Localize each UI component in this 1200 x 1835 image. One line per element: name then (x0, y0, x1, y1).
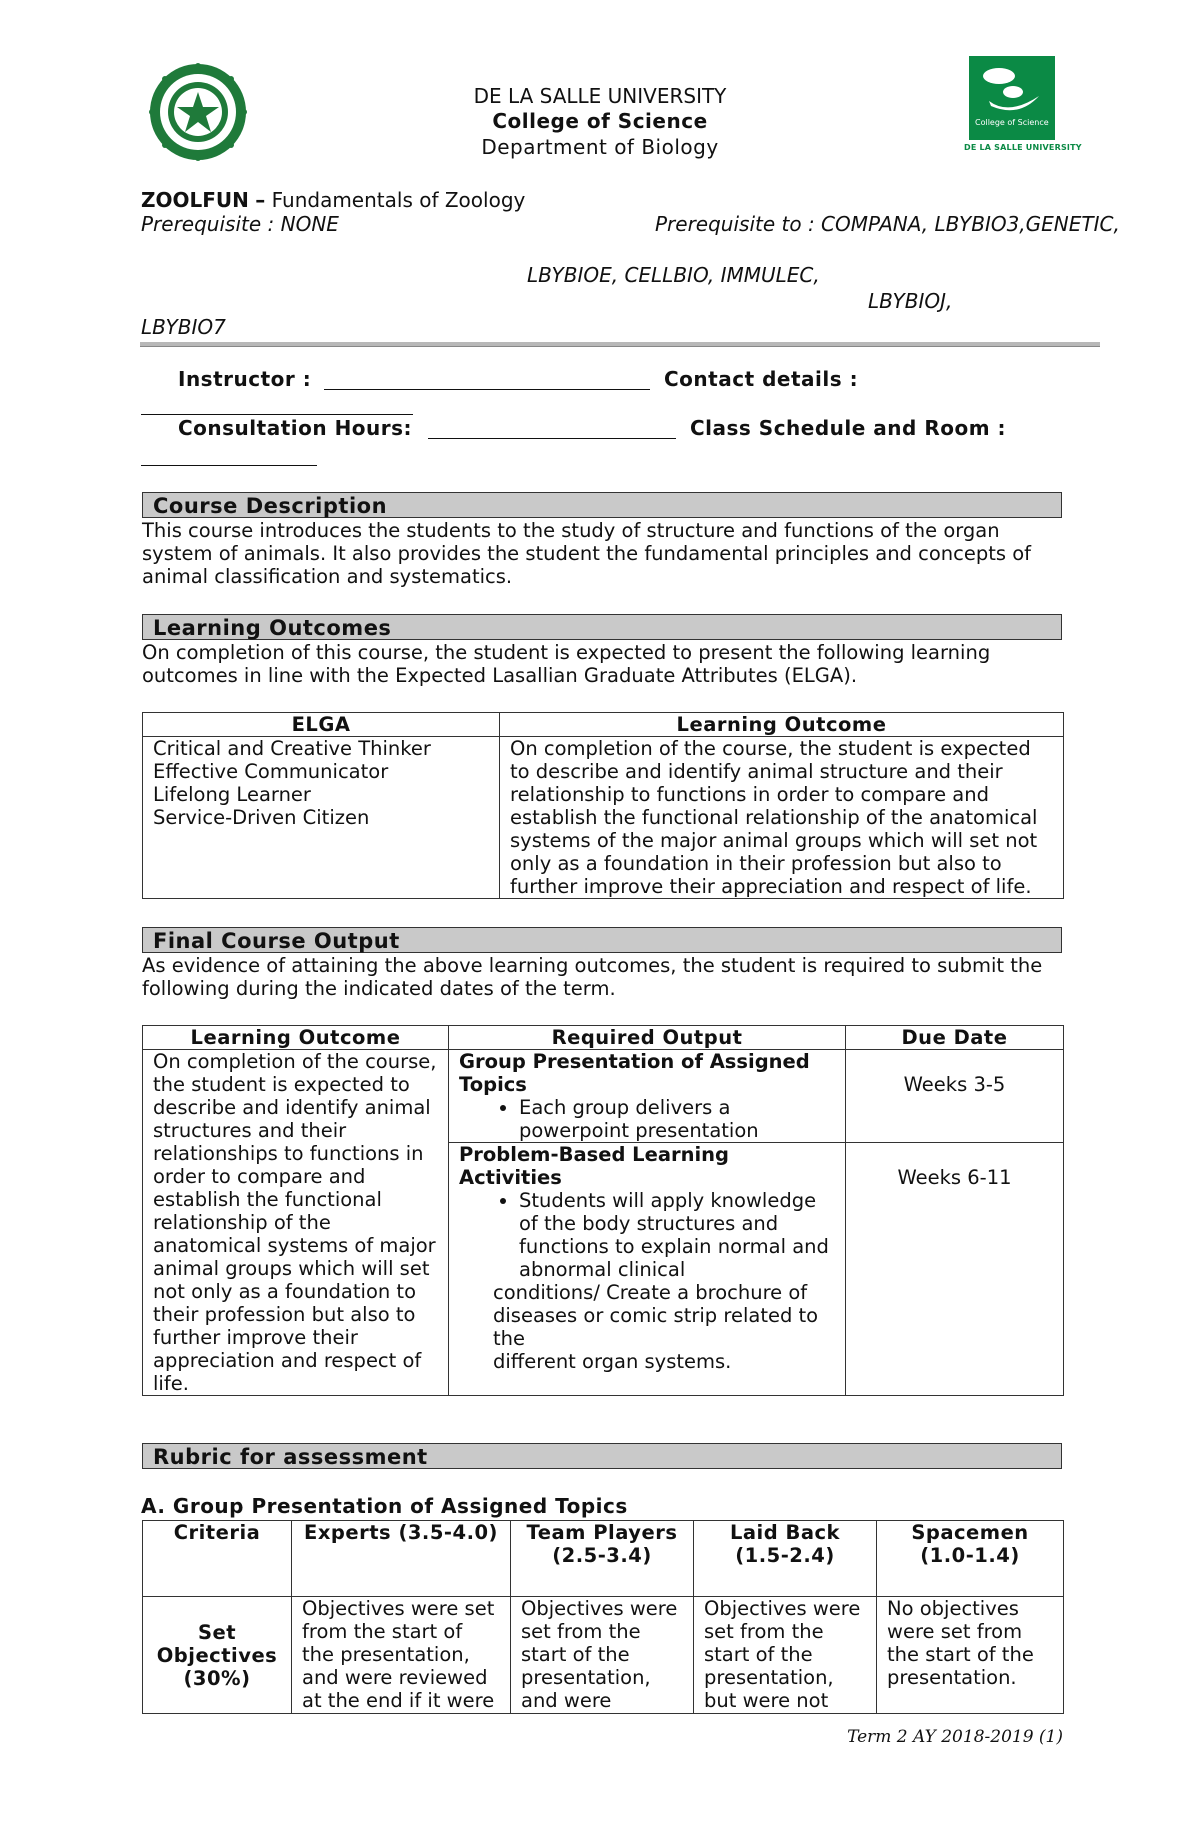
fo-output-header: Required Output (449, 1026, 846, 1050)
course-description-heading: Course Description (142, 492, 1062, 518)
final-output-table (142, 1025, 1064, 1396)
rubric-col-space: Spacemen (1.0-1.4) (877, 1521, 1064, 1597)
header-divider (140, 342, 1100, 347)
learning-outcomes-heading: Learning Outcomes (142, 614, 1062, 640)
rubric-space-cell: No objectives were set from the start of the presentation. (877, 1597, 1064, 1714)
output-continuation (459, 1281, 835, 1373)
rubric-table (142, 1520, 1064, 1714)
course-description-text: This course introduces the students to the study of structure and functions of the organ system of animals. It also provides the student the fundamental principles and concepts of animal classification and systematics. (142, 519, 1032, 588)
elga-list (143, 737, 500, 899)
final-output-heading: Final Course Output (142, 927, 1062, 953)
outcome-col-header: Learning Outcome (500, 713, 1064, 737)
output-bullet: • Students will apply knowledge of the body structures and functions to explain normal and abnormal clinical (519, 1189, 835, 1281)
rubric-col-experts: Experts (3.5-4.0) (292, 1521, 511, 1597)
contact-blank (141, 414, 413, 415)
elga-table (142, 712, 1064, 899)
fo-outcome-header: Learning Outcome (143, 1026, 449, 1050)
consultation-blank (428, 438, 676, 439)
prerequisite: Prerequisite : NONE (141, 212, 339, 236)
elga-item: Lifelong Learner (153, 783, 311, 806)
course-dash: – (255, 188, 266, 212)
schedule-blank (141, 465, 317, 466)
prerequisite-to-line2: LBYBIOE, CELLBIO, IMMULEC, (527, 263, 820, 287)
prerequisite-to-line4: LBYBIO7 (141, 315, 226, 339)
output-cont-line: conditions/ Create a brochure of (493, 1281, 808, 1304)
logo-sub-label: DE LA SALLE UNIVERSITY (964, 143, 1082, 152)
learning-outcomes-text: On completion of this course, the student is expected to present the following learning outcomes in line with the Expected Lasallian Graduate Attributes (ELGA). (142, 641, 991, 687)
learning-outcome-cell: On completion of the course, the student is expected to describe and identify animal structure and their relationship to functions in order to compare and establish the functional relationship of the anatomical systems of the major animal groups which will set not only as a foundation in their profession but also to further improve their appreciation and respect of life. (500, 737, 1064, 899)
contact-label: Contact details : (664, 367, 859, 391)
rubric-col-criteria: Criteria (143, 1521, 292, 1597)
rubric-heading: Rubric for assessment (142, 1443, 1062, 1469)
elga-item: Critical and Creative Thinker (153, 737, 431, 760)
rubric-team-cell: Objectives were set from the start of the presentation, and were (511, 1597, 694, 1714)
output-title: Problem-Based Learning Activities (459, 1143, 730, 1189)
consultation-label: Consultation Hours: (178, 416, 413, 440)
instructor-blank (324, 389, 650, 390)
fo-due-row1: Weeks 3-5 (846, 1050, 1064, 1143)
course-title: Fundamentals of Zoology (271, 188, 526, 212)
course-title-line (141, 189, 525, 212)
rubric-criteria-cell: Set Objectives (30%) (143, 1597, 292, 1714)
output-cont-line: diseases or comic strip related to the (493, 1304, 819, 1350)
rubric-subheading: A. Group Presentation of Assigned Topics (141, 1494, 628, 1518)
fo-due-header: Due Date (846, 1026, 1064, 1050)
output-title: Group Presentation of Assigned Topics (459, 1050, 810, 1096)
department-name: Department of Biology (481, 135, 719, 159)
instructor-label: Instructor : (178, 367, 312, 391)
elga-item: Effective Communicator (153, 760, 389, 783)
fo-output-row2 (449, 1143, 846, 1396)
prerequisite-to-line3: LBYBIOJ, (868, 289, 953, 313)
output-cont-line: different organ systems. (493, 1350, 732, 1373)
rubric-laid-cell: Objectives were set from the start of the presentation, but were not (694, 1597, 877, 1714)
schedule-label: Class Schedule and Room : (690, 416, 1006, 440)
rubric-experts-cell: Objectives were set from the start of the presentation, and were reviewed at the end if it were (292, 1597, 511, 1714)
elga-col-header: ELGA (143, 713, 500, 737)
college-name: College of Science (492, 109, 708, 133)
fo-outcome-cell: On completion of the course, the student is expected to describe and identify animal structures and their relationships to functions in order to compare and establish the functional relationship of the anatomical systems of major animal groups which will set not only as a foundation to their profession but also to further improve their appreciation and respect of life. (143, 1050, 449, 1396)
rubric-col-team: Team Players (2.5-3.4) (511, 1521, 694, 1597)
logo-label: College of Science (975, 118, 1049, 127)
university-name: DE LA SALLE UNIVERSITY (473, 84, 727, 108)
term-footer: Term 2 AY 2018-2019 (1) (847, 1727, 1063, 1747)
elga-item: Service-Driven Citizen (153, 806, 370, 829)
fo-due-row2: Weeks 6-11 (846, 1143, 1064, 1396)
rubric-col-laid: Laid Back (1.5-2.4) (694, 1521, 877, 1597)
final-output-text: As evidence of attaining the above learning outcomes, the student is required to submit the following during the indicated dates of the term. (142, 954, 1043, 1000)
fo-output-row1 (449, 1050, 846, 1143)
output-bullet: • Each group delivers a powerpoint presentation (519, 1096, 835, 1142)
course-code: ZOOLFUN (141, 188, 249, 212)
prerequisite-to-line1: Prerequisite to : COMPANA, LBYBIO3,GENETIC, (655, 212, 1120, 236)
